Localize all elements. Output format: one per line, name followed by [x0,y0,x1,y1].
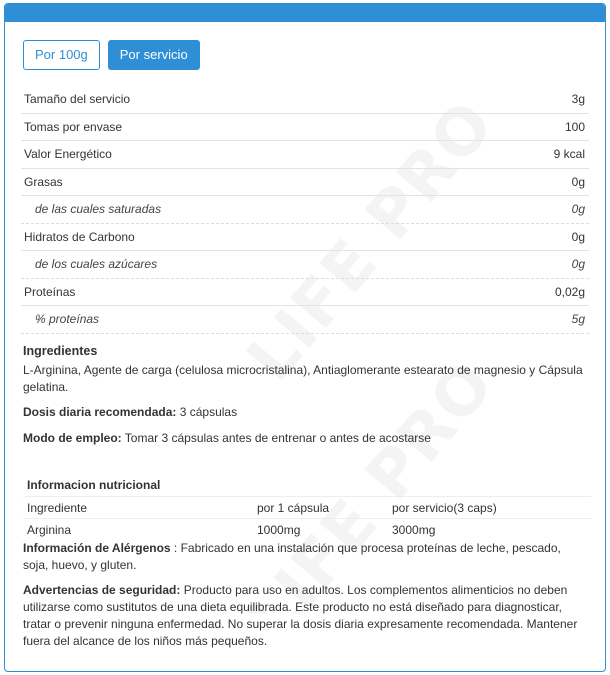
usage-value: Tomar 3 cápsulas antes de entrenar o antes de acostarse [121,431,431,445]
info-table-header [23,496,591,518]
nutrition-row [21,86,589,114]
column-header: por servicio(3 caps) [392,501,497,515]
nutrition-label: Hidratos de Carbono [24,229,135,244]
nutrition-row [21,114,589,142]
nutrition-value: 9 kcal [553,147,585,162]
nutrition-label: Valor Energético [24,147,112,162]
table-cell: 1000mg [257,523,301,537]
nutrition-value: 0g [571,202,585,217]
nutrition-label: Tomas por envase [24,119,123,134]
table-row [23,518,591,540]
safety-warnings [23,582,589,650]
nutrition-row [21,141,589,169]
warnings-label: Advertencias de seguridad: [23,583,181,597]
ingredient-info-table [23,474,591,540]
table-cell: Arginina [27,523,72,537]
ingredients-heading: Ingredientes [23,344,98,358]
usage-instructions [23,430,589,447]
allergen-label: Información de Alérgenos [23,541,171,555]
ingredients-text: L-Arginina, Agente de carga (celulosa microcristalina), Antiaglomerante estearato de magnesio y Cápsula gelatina. [23,363,583,394]
tab-per-serving[interactable]: Por servicio [108,40,200,70]
nutrition-label: % proteínas [35,312,100,327]
ingredients-section [23,343,589,396]
nutrition-label: Tamaño del servicio [24,92,131,107]
table-cell: 3000mg [392,523,436,537]
tab-per-100g[interactable]: Por 100g [23,40,100,70]
nutrition-value: 0,02g [554,284,585,299]
nutrition-subrow [21,196,589,224]
nutrition-value: 100 [564,119,585,134]
daily-dose [23,404,589,421]
warnings-value: Producto para uso en adultos. Los complementos alimenticios no deben utilizarse como sustitutos de una dieta equilibrada. Este producto no está diseñado para diagnosticar, tratar o prevenir ninguna enfermedad. No superar la dosis diaria expresamente recomendada. Mantener fuera del alcance de los niños más pequeños. [23,583,578,648]
allergen-info [23,540,589,574]
nutrition-value: 0g [571,174,585,189]
nutrition-value: 0g [571,257,585,272]
usage-label: Modo de empleo: [23,431,122,445]
nutrition-table [21,86,589,334]
nutrition-row [21,169,589,197]
nutrition-subrow [21,251,589,279]
nutrition-value: 5g [571,312,585,327]
daily-dose-value: 3 cápsulas [176,405,238,419]
daily-dose-label: Dosis diaria recomendada: [23,405,177,419]
info-table-title: Informacion nutricional [23,474,261,496]
nutrition-value: 0g [571,229,585,244]
nutrition-row [21,224,589,252]
allergen-value: : Fabricado en una instalación que procesa proteínas de leche, pescado, soja, huevo, y gluten. [23,541,561,572]
nutrition-label: de los cuales azúcares [35,257,158,272]
column-header: Ingrediente [27,501,88,515]
panel-header-bar [5,4,605,22]
nutrition-label: de las cuales saturadas [35,202,162,217]
nutrition-value: 3g [571,92,585,107]
nutrition-subrow [21,306,589,334]
nutrition-label: Grasas [24,174,63,189]
nutrition-label: Proteínas [24,284,76,299]
serving-tabs [23,40,200,70]
nutrition-row [21,279,589,307]
nutrition-panel [4,3,606,672]
column-header: por 1 cápsula [257,501,330,515]
